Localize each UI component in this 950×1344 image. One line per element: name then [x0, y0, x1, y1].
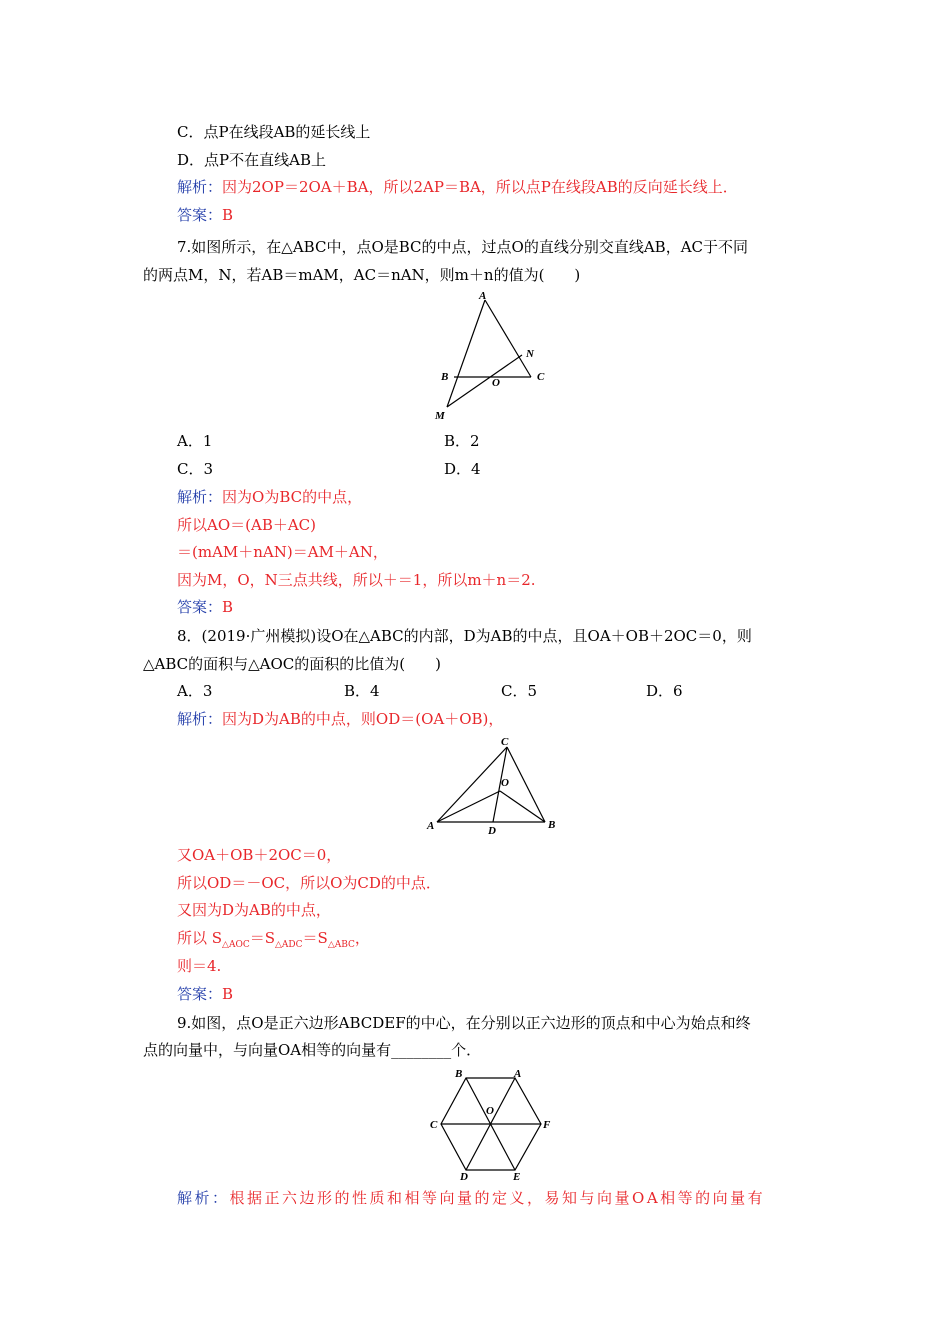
q8-answer [177, 984, 233, 1004]
fig7-label-c: C [537, 371, 545, 383]
fig9-label-f: F [543, 1119, 551, 1131]
q7-analysis-line1 [177, 487, 362, 507]
q9-analysis-line1 [177, 1188, 765, 1208]
q7-option-d: D．4 [444, 460, 481, 478]
answer-value: B [222, 598, 234, 616]
fig7-label-a: A [479, 290, 487, 302]
fig9-label-d: D [460, 1171, 468, 1182]
q7-stem-line1: 7.如图所示，在△ABC中，点O是BC的中点，过点O的直线分别交直线AB，AC于不同 [177, 238, 748, 256]
q9-stem-line1: 9.如图，点O是正六边形ABCDEF的中心，在分别以正六边形的顶点和中心为始点和终 [177, 1014, 751, 1032]
area-suffix: ， [354, 929, 370, 947]
fig8-label-b: B [548, 819, 556, 831]
area-eq1: ＝S [249, 929, 276, 947]
answer-label: 答案： [177, 206, 223, 224]
q8-analysis-line2: 又OA＋OB＋2OC＝0， [177, 846, 342, 864]
fig9-label-o: O [486, 1105, 494, 1117]
q7-analysis-line2: 所以AO＝(AB＋AC) [177, 516, 316, 534]
fig9-label-a: A [514, 1068, 522, 1080]
fig7-label-m: M [435, 410, 445, 422]
answer-value: B [222, 206, 234, 224]
q8-triangle-figure [420, 730, 570, 840]
analysis-label: 解析： [177, 710, 223, 728]
q6-option-c: C．点P在线段AB的延长线上 [177, 123, 371, 141]
q7-option-a: A．1 [177, 432, 213, 450]
fig8-label-d: D [488, 825, 496, 837]
analysis-text: 因为O为BC的中点， [222, 488, 363, 506]
fig8-label-c: C [501, 736, 509, 748]
q8-option-d: D．6 [646, 682, 683, 700]
fig9-label-c: C [430, 1119, 438, 1131]
answer-value: B [222, 985, 234, 1003]
q7-option-b: B．2 [444, 432, 480, 450]
q9-hexagon-figure [425, 1062, 555, 1182]
q8-analysis-line6: 则＝4. [177, 957, 222, 975]
q8-stem-line1: 8．(2019·广州模拟)设O在△ABC的内部，D为AB的中点，且OA＋OB＋2OC＝0，则 [177, 627, 752, 645]
q7-stem-line2: 的两点M，N，若AB＝mAM，AC＝nAN，则m＋n的值为( ) [143, 266, 581, 284]
fig7-label-o: O [492, 377, 500, 389]
answer-label: 答案： [177, 985, 223, 1003]
q7-option-c: C．3 [177, 460, 214, 478]
area-eq2: ＝S [302, 929, 328, 947]
q8-option-c: C．5 [501, 682, 538, 700]
area-sub-abc: △ABC [327, 940, 355, 950]
q9-stem-line2: 点的向量中，与向量OA相等的向量有________个． [143, 1041, 482, 1059]
analysis-label: 解析： [177, 1189, 230, 1207]
q8-analysis-line4: 又因为D为AB的中点， [177, 901, 331, 919]
q6-option-d: D．点P不在直线AB上 [177, 151, 326, 169]
q8-option-b: B．4 [344, 682, 380, 700]
fig7-label-n: N [526, 348, 534, 360]
answer-label: 答案： [177, 598, 223, 616]
q8-analysis-line5 [177, 928, 370, 955]
area-sub-adc: △ADC [275, 940, 303, 950]
q8-analysis-line1 [177, 709, 503, 729]
fig8-label-a: A [427, 820, 435, 832]
q8-stem-line2: △ABC的面积与△AOC的面积的比值为( ) [143, 655, 441, 673]
analysis-text: 因为2OP＝2OA＋BA，所以2AP＝BA，所以点P在线段AB的反向延长线上． [222, 178, 738, 196]
fig9-label-e: E [513, 1171, 521, 1182]
analysis-label: 解析： [177, 178, 223, 196]
q6-analysis [177, 177, 738, 197]
analysis-label: 解析： [177, 488, 223, 506]
area-sub-aoc: △AOC [222, 940, 250, 950]
q7-analysis-line4: 因为M，O，N三点共线，所以＋＝1，所以m＋n＝2. [177, 571, 536, 589]
q7-answer [177, 597, 233, 617]
q7-triangle-figure [425, 285, 565, 425]
area-prefix: 所以 S [177, 929, 223, 947]
analysis-text: 因为D为AB的中点，则OD＝(OA＋OB)， [222, 710, 504, 728]
q8-analysis-line3: 所以OD＝－OC，所以O为CD的中点． [177, 874, 441, 892]
fig7-label-b: B [441, 371, 449, 383]
q7-analysis-line3: ＝(mAM＋nAN)＝AM＋AN， [177, 543, 388, 561]
fig8-label-o: O [501, 777, 509, 789]
q8-option-a: A．3 [177, 682, 213, 700]
analysis-text: 根据正六边形的性质和相等向量的定义，易知与向量OA相等的向量有 [229, 1189, 766, 1207]
q6-answer [177, 205, 233, 225]
fig9-label-b: B [455, 1068, 463, 1080]
